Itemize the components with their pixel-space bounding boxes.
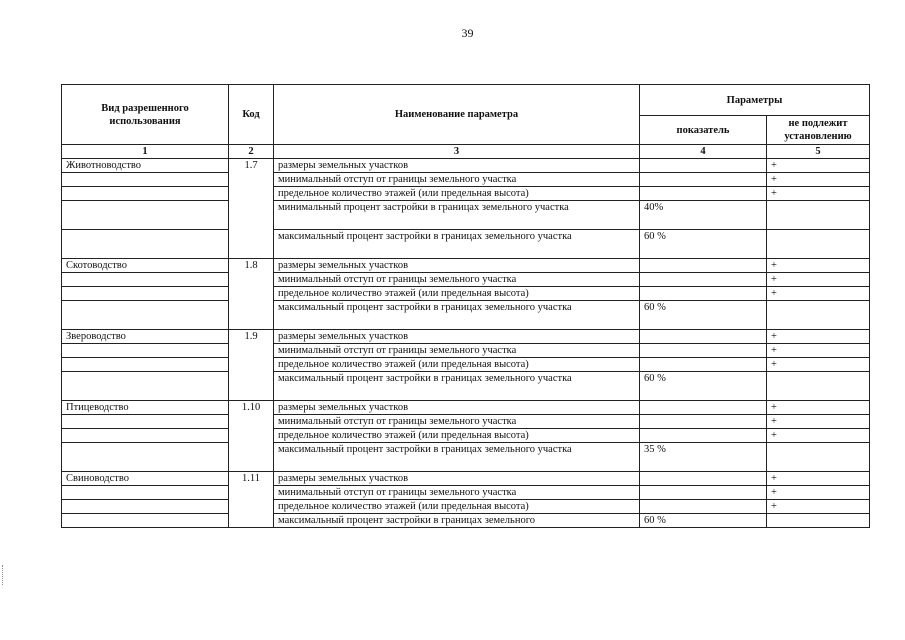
page-number: 39	[461, 26, 474, 40]
not-subject-mark: +	[767, 287, 870, 301]
parameter-name: максимальный процент застройки в границах земельного участка	[274, 372, 640, 401]
parameter-name: минимальный отступ от границы земельного участка	[274, 486, 640, 500]
parameter-name: размеры земельных участков	[274, 159, 640, 173]
not-subject-mark: +	[767, 415, 870, 429]
parameter-name: максимальный процент застройки в границах земельного участка	[274, 443, 640, 472]
use-type-code: 1.11	[229, 472, 274, 528]
parameter-value	[640, 259, 767, 273]
parameter-name: максимальный процент застройки в границах земельного участка	[274, 230, 640, 259]
header-number-3: 3	[274, 145, 640, 159]
parameter-value	[640, 500, 767, 514]
parameter-value: 60 %	[640, 230, 767, 259]
header-number-2: 2	[229, 145, 274, 159]
land-use-parameters-table	[61, 84, 870, 528]
table-row	[62, 201, 870, 230]
not-subject-mark: +	[767, 344, 870, 358]
use-type-empty-cell	[62, 486, 229, 500]
parameter-name: размеры земельных участков	[274, 401, 640, 415]
table-row	[62, 273, 870, 287]
use-type-empty-cell	[62, 230, 229, 259]
not-subject-mark: +	[767, 187, 870, 201]
table-row	[62, 301, 870, 330]
not-subject-mark	[767, 514, 870, 528]
table-row	[62, 330, 870, 344]
table-row	[62, 500, 870, 514]
table-row	[62, 344, 870, 358]
parameter-name: размеры земельных участков	[274, 259, 640, 273]
scan-margin-mark	[2, 565, 6, 585]
header-number-1: 1	[62, 145, 229, 159]
not-subject-mark	[767, 230, 870, 259]
not-subject-mark: +	[767, 401, 870, 415]
header-indicator: показатель	[640, 116, 767, 145]
use-type-empty-cell	[62, 500, 229, 514]
use-type-empty-cell	[62, 415, 229, 429]
table-row	[62, 159, 870, 173]
parameter-value	[640, 187, 767, 201]
table-row	[62, 287, 870, 301]
not-subject-mark	[767, 301, 870, 330]
parameter-name: предельное количество этажей (или предельная высота)	[274, 358, 640, 372]
parameter-value	[640, 401, 767, 415]
use-type-empty-cell	[62, 443, 229, 472]
parameter-value: 60 %	[640, 372, 767, 401]
table-row	[62, 230, 870, 259]
parameter-name: размеры земельных участков	[274, 330, 640, 344]
parameter-name: минимальный отступ от границы земельного участка	[274, 415, 640, 429]
header-parameter-name: Наименование параметра	[274, 85, 640, 145]
parameter-name: предельное количество этажей (или предельная высота)	[274, 429, 640, 443]
table-row	[62, 514, 870, 528]
parameter-value: 60 %	[640, 514, 767, 528]
table-row	[62, 259, 870, 273]
header-code: Код	[229, 85, 274, 145]
not-subject-mark: +	[767, 500, 870, 514]
parameter-name: предельное количество этажей (или предельная высота)	[274, 187, 640, 201]
use-type-empty-cell	[62, 514, 229, 528]
parameter-name: минимальный отступ от границы земельного участка	[274, 344, 640, 358]
use-type-name: Птицеводство	[62, 401, 229, 415]
parameter-value	[640, 358, 767, 372]
use-type-code: 1.9	[229, 330, 274, 401]
use-type-empty-cell	[62, 173, 229, 187]
table-row	[62, 358, 870, 372]
table-row	[62, 187, 870, 201]
table-row	[62, 401, 870, 415]
parameter-value	[640, 472, 767, 486]
not-subject-mark: +	[767, 330, 870, 344]
use-type-empty-cell	[62, 287, 229, 301]
use-type-empty-cell	[62, 358, 229, 372]
parameter-name: минимальный процент застройки в границах земельного участка	[274, 201, 640, 230]
use-type-empty-cell	[62, 187, 229, 201]
not-subject-mark: +	[767, 486, 870, 500]
table-row	[62, 415, 870, 429]
table-row	[62, 173, 870, 187]
parameter-name: размеры земельных участков	[274, 472, 640, 486]
header-not-subject: не подлежит установлению	[767, 116, 870, 145]
use-type-empty-cell	[62, 273, 229, 287]
not-subject-mark	[767, 201, 870, 230]
parameter-value	[640, 287, 767, 301]
use-type-empty-cell	[62, 344, 229, 358]
parameter-value	[640, 344, 767, 358]
use-type-code: 1.10	[229, 401, 274, 472]
not-subject-mark: +	[767, 273, 870, 287]
use-type-name: Животноводство	[62, 159, 229, 173]
parameter-value	[640, 486, 767, 500]
table-row	[62, 429, 870, 443]
not-subject-mark	[767, 443, 870, 472]
table-row	[62, 486, 870, 500]
parameter-value	[640, 415, 767, 429]
use-type-code: 1.7	[229, 159, 274, 259]
parameter-name: максимальный процент застройки в границах земельного участка	[274, 301, 640, 330]
use-type-name: Свиноводство	[62, 472, 229, 486]
parameter-value	[640, 273, 767, 287]
table-row	[62, 472, 870, 486]
parameter-value: 40%	[640, 201, 767, 230]
use-type-code: 1.8	[229, 259, 274, 330]
parameter-name: максимальный процент застройки в границах земельного	[274, 514, 640, 528]
header-number-4: 4	[640, 145, 767, 159]
table-row	[62, 372, 870, 401]
parameter-name: предельное количество этажей (или предельная высота)	[274, 500, 640, 514]
parameter-name: предельное количество этажей (или предельная высота)	[274, 287, 640, 301]
not-subject-mark: +	[767, 159, 870, 173]
header-parameters-group: Параметры	[640, 85, 870, 116]
use-type-empty-cell	[62, 201, 229, 230]
use-type-empty-cell	[62, 301, 229, 330]
use-type-name: Звероводство	[62, 330, 229, 344]
use-type-name: Скотоводство	[62, 259, 229, 273]
parameter-name: минимальный отступ от границы земельного участка	[274, 273, 640, 287]
not-subject-mark: +	[767, 358, 870, 372]
header-number-5: 5	[767, 145, 870, 159]
not-subject-mark: +	[767, 472, 870, 486]
parameter-value	[640, 159, 767, 173]
not-subject-mark: +	[767, 259, 870, 273]
parameter-value	[640, 173, 767, 187]
use-type-empty-cell	[62, 372, 229, 401]
parameter-value	[640, 429, 767, 443]
parameter-value: 60 %	[640, 301, 767, 330]
header-use-type: Вид разрешенного использования	[62, 85, 229, 145]
parameter-value: 35 %	[640, 443, 767, 472]
not-subject-mark: +	[767, 429, 870, 443]
not-subject-mark: +	[767, 173, 870, 187]
parameter-value	[640, 330, 767, 344]
table-row	[62, 443, 870, 472]
parameter-name: минимальный отступ от границы земельного участка	[274, 173, 640, 187]
not-subject-mark	[767, 372, 870, 401]
use-type-empty-cell	[62, 429, 229, 443]
